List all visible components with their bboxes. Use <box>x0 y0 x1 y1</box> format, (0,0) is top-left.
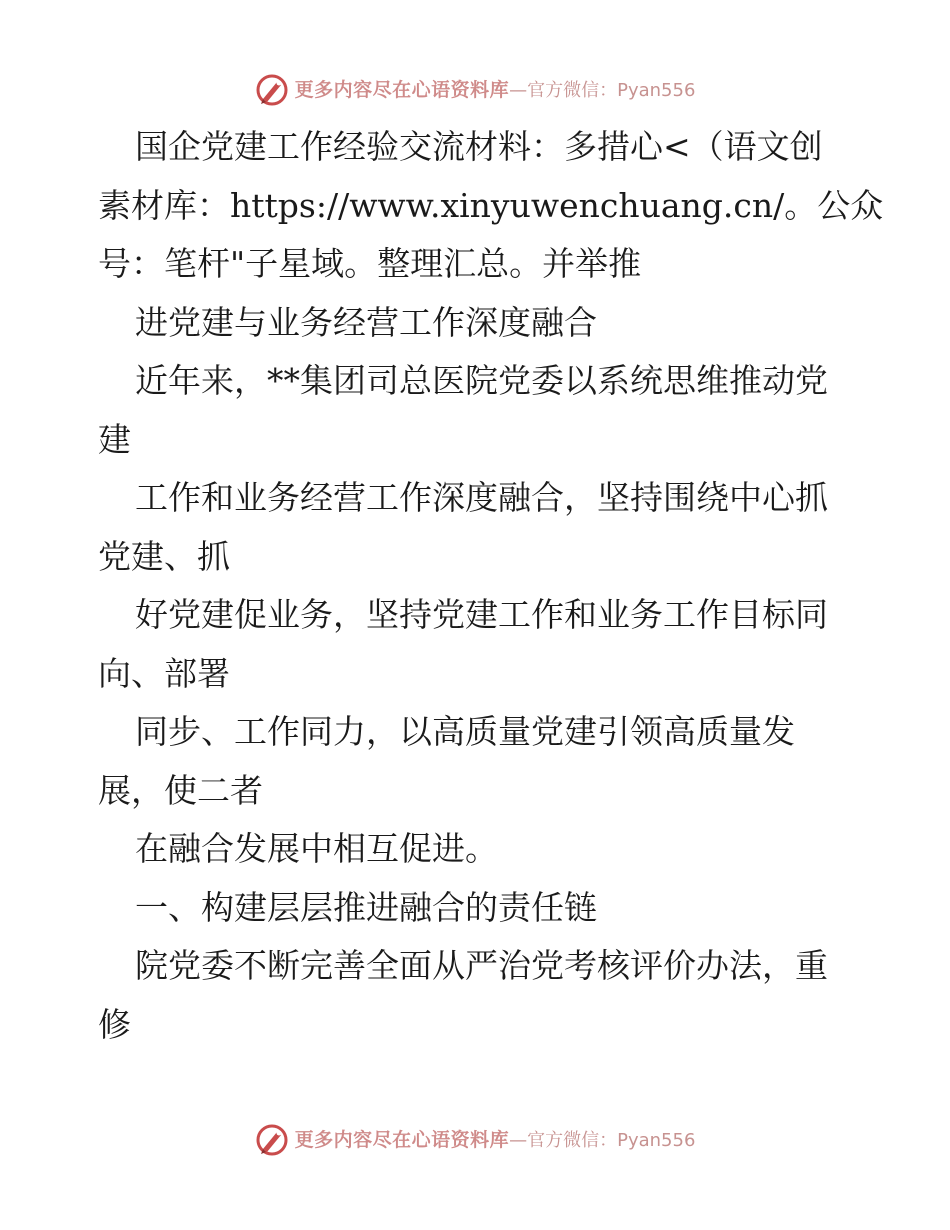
text-line: 同步、工作同力，以高质量党建引领高质量发 <box>135 712 795 751</box>
text-line: 号：笔杆"子星域。整理汇总。并举推 <box>98 244 642 283</box>
footer-banner-text <box>295 1120 696 1161</box>
section-heading: 一、构建层层推进融合的责任链 <box>135 887 597 927</box>
header-banner-sub: —官方微信：Pyan556 <box>509 79 696 101</box>
text-line: 展，使二者 <box>98 770 263 810</box>
pen-logo-icon <box>255 1123 289 1157</box>
text-line: 院党委不断完善全面从严治党考核评价办法，重 <box>135 946 828 985</box>
text-line: 好党建促业务，坚持党建工作和业务工作目标同 <box>135 595 828 634</box>
text-line: 素材库：https://www.xinyuwenchuang.cn/。公众 <box>98 185 884 225</box>
text-line: 工作和业务经营工作深度融合，坚持围绕中心抓 <box>135 478 828 517</box>
footer-banner-sub: —官方微信：Pyan556 <box>509 1129 696 1151</box>
header-banner-main: 更多内容尽在心语资料库 <box>294 78 510 101</box>
header-banner-text <box>295 70 696 111</box>
header-banner <box>0 70 950 110</box>
text-line: 近年来，**集团司总医院党委以系统思维推动党 <box>135 361 828 400</box>
body-text <box>98 118 884 1054</box>
text-line: 在融合发展中相互促进。 <box>135 829 498 868</box>
pen-logo-icon <box>255 73 289 107</box>
text-line: 党建、抓 <box>98 536 230 576</box>
text-line: 进党建与业务经营工作深度融合 <box>135 302 597 342</box>
text-line: 建 <box>98 419 131 459</box>
footer-banner <box>0 1120 950 1160</box>
text-line: 修 <box>98 1004 131 1044</box>
text-line: 向、部署 <box>98 653 230 693</box>
text-line: 国企党建工作经验交流材料：多措心<（语文创 <box>135 127 823 166</box>
footer-banner-main: 更多内容尽在心语资料库 <box>294 1128 510 1151</box>
